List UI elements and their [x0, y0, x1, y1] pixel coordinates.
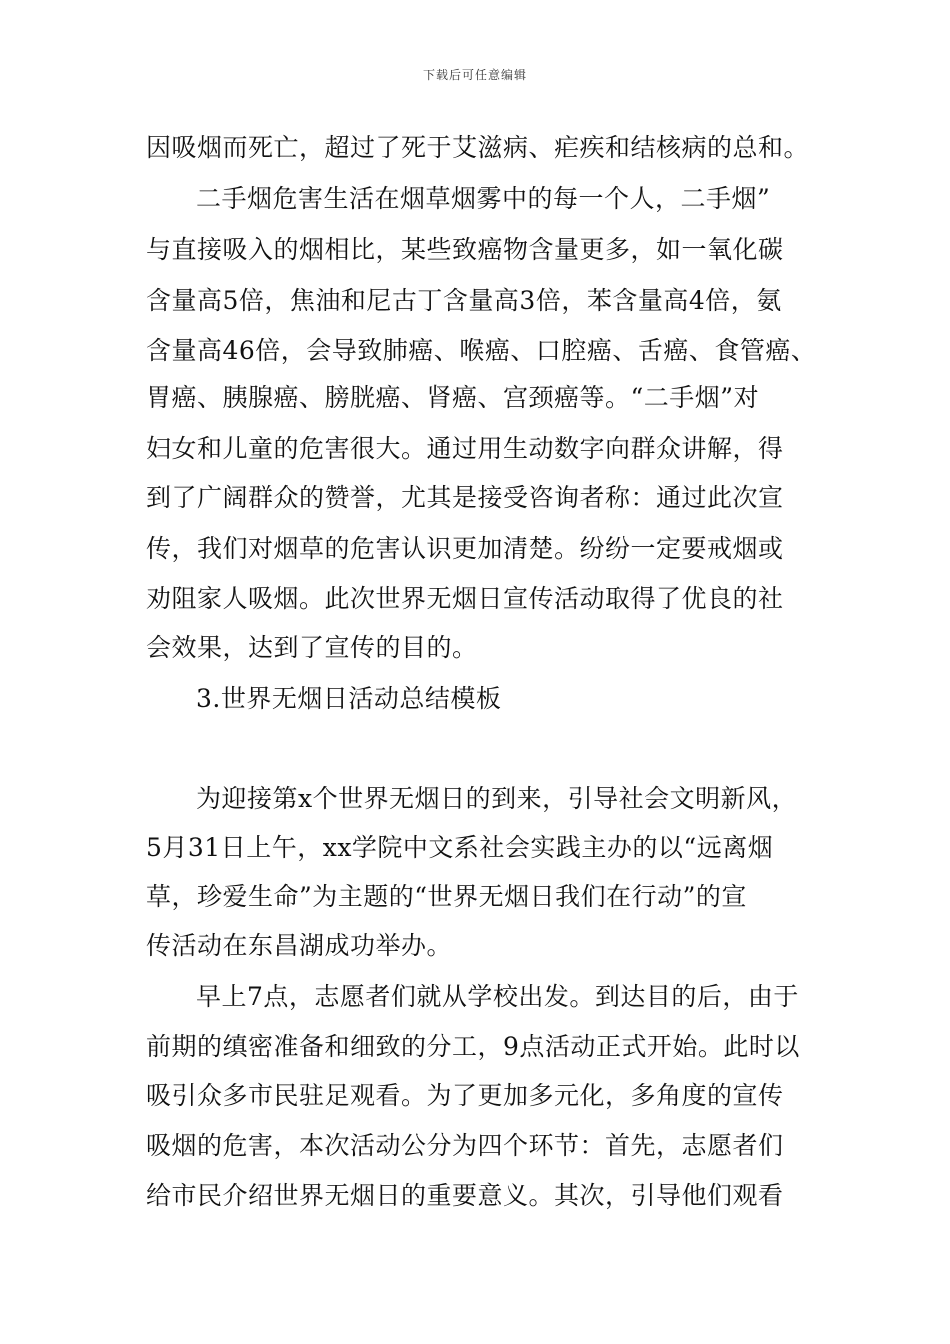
text-line: 吸烟的危害，本次活动公分为四个环节：首先，志愿者们: [146, 1131, 784, 1160]
text-line: 含量高5倍，焦油和尼古丁含量高3倍，苯含量高4倍，氨: [146, 286, 782, 315]
text-line: 胃癌、胰腺癌、膀胱癌、肾癌、宫颈癌等。“二手烟”对: [146, 383, 760, 412]
text-line: 因吸烟而死亡，超过了死于艾滋病、疟疾和结核病的总和。: [146, 133, 810, 162]
text-line: 为迎接第x个世界无烟日的到来，引导社会文明新风，: [196, 784, 798, 813]
page-header: 下载后可任意编辑: [422, 68, 527, 82]
text-line: 二手烟危害生活在烟草烟雾中的每一个人，二手烟”: [196, 184, 771, 213]
text-line: 含量高46倍，会导致肺癌、喉癌、口腔癌、舌癌、食管癌、: [146, 336, 817, 365]
text-line: 劝阻家人吸烟。此次世界无烟日宣传活动取得了优良的社: [146, 584, 784, 613]
text-line: 5月31日上午，xx学院中文系社会实践主办的以“远离烟: [146, 833, 774, 862]
text-line: 与直接吸入的烟相比，某些致癌物含量更多，如一氧化碳: [146, 235, 784, 264]
text-line: 到了广阔群众的赞誉，尤其是接受咨询者称：通过此次宣: [146, 483, 784, 512]
text-line: 早上7点，志愿者们就从学校出发。到达目的后，由于: [196, 982, 799, 1011]
section-heading: 3.世界无烟日活动总结模板: [196, 684, 502, 713]
text-line: 会效果，达到了宣传的目的。: [146, 633, 478, 662]
text-line: 传活动在东昌湖成功举办。: [146, 931, 453, 960]
text-line: 前期的缜密准备和细致的分工，9点活动正式开始。此时以: [146, 1032, 800, 1061]
text-line: 妇女和儿童的危害很大。通过用生动数字向群众讲解，得: [146, 434, 784, 463]
text-line: 传，我们对烟草的危害认识更加清楚。纷纷一定要戒烟或: [146, 534, 784, 563]
text-line: 吸引众多市民驻足观看。为了更加多元化，多角度的宣传: [146, 1081, 784, 1110]
text-line: 草，珍爱生命”为主题的“世界无烟日我们在行动”的宣: [146, 882, 747, 911]
text-line: 给市民介绍世界无烟日的重要意义。其次，引导他们观看: [146, 1181, 784, 1210]
